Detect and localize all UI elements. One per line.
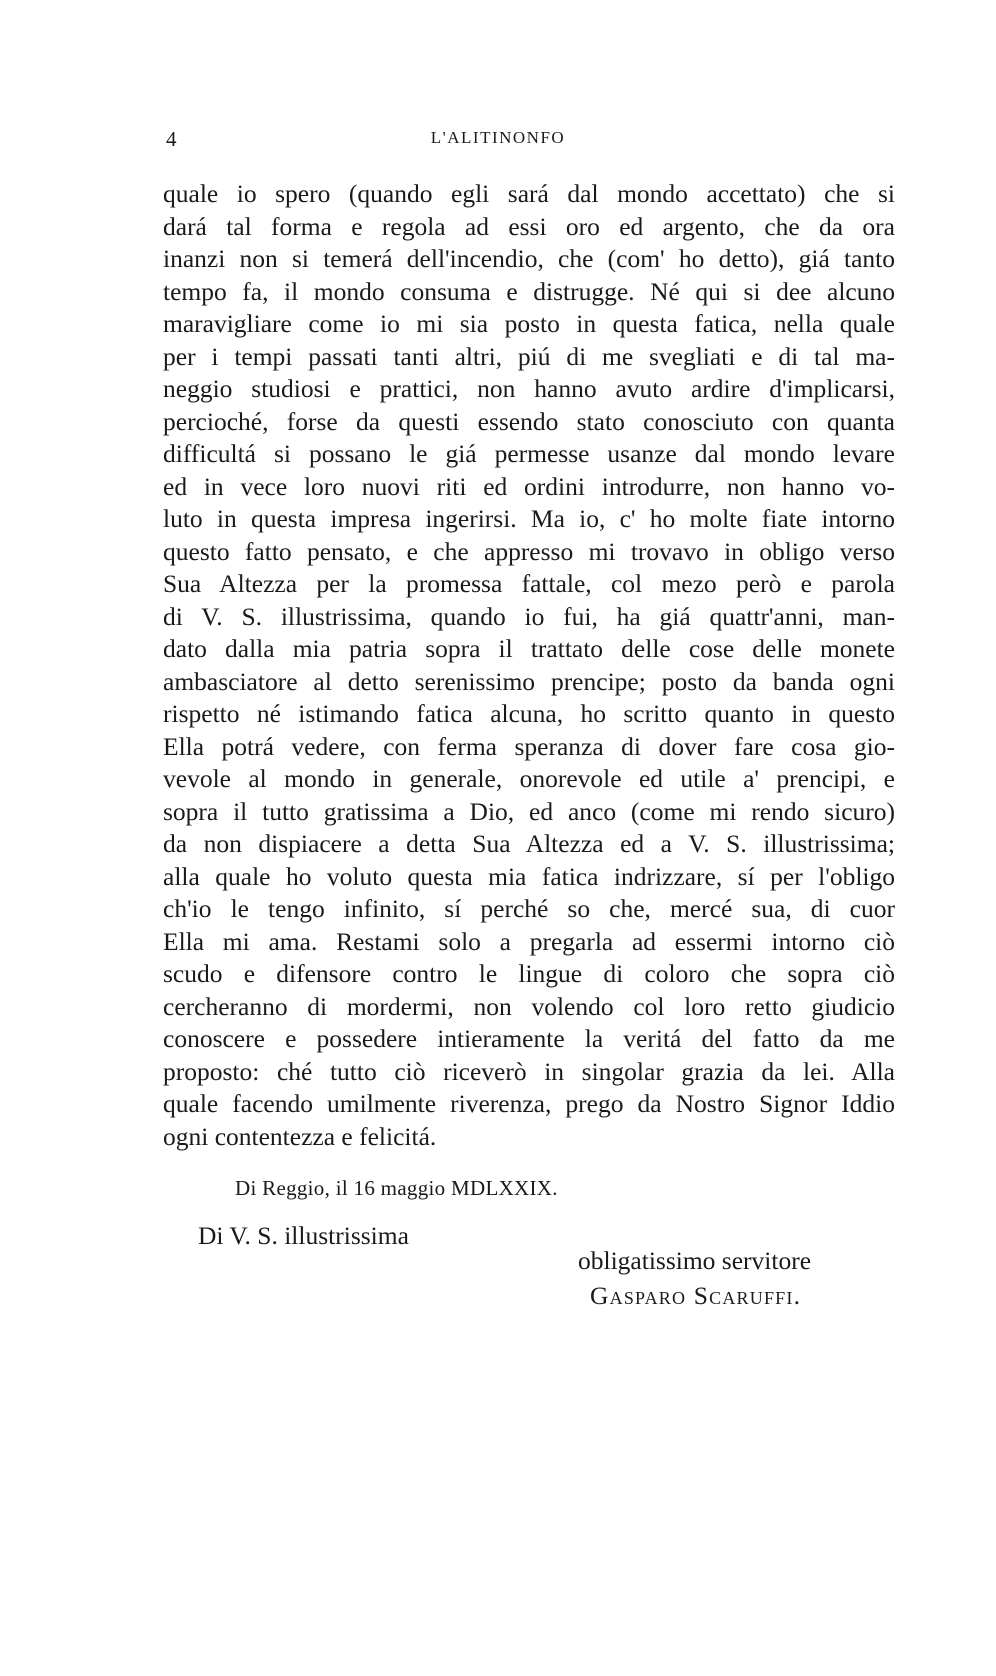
text-line: ambasciatore al detto serenissimo prencipe; posto da banda ogni [163, 666, 895, 696]
text-line: inanzi non si temerá dell'incendio, che (com' ho detto), giá tanto [163, 244, 895, 273]
text-line: percioché, forse da questi essendo stato conosciuto con quanta [163, 406, 895, 436]
text-line: ogni contentezza e felicitá. [163, 1121, 437, 1151]
text-line: proposto: ché tutto ciò riceverò in singolar grazia da lei. Alla [163, 1056, 895, 1086]
text-line: maravigliare come io mi sia posto in questa fatica, nella quale [163, 309, 895, 338]
text-line: per i tempi passati tanti altri, piú di me svegliati e di tal ma- [163, 341, 895, 371]
text-line: difficultá si possano le giá permesse usanze dal mondo levare [163, 439, 895, 468]
dateline: Di Reggio, il 16 maggio MDLXXIX. [235, 1176, 558, 1200]
text-line: luto in questa impresa ingerirsi. Ma io, c' ho molte fiate intorno [163, 504, 895, 533]
text-line: Sua Altezza per la promessa fattale, col mezo però e parola [163, 569, 895, 598]
text-line: Ella potrá vedere, con ferma speranza di dover fare cosa gio- [163, 731, 895, 761]
text-line: neggio studiosi e prattici, non hanno avuto ardire d'implicarsi, [163, 374, 895, 403]
text-line: tempo fa, il mondo consuma e distrugge. Né qui si dee alcuno [163, 276, 895, 306]
text-line: dará tal forma e regola ad essi oro ed argento, che da ora [163, 211, 895, 241]
signature: Gasparo Scaruffi. [590, 1281, 802, 1310]
text-line: quale facendo umilmente riverenza, prego da Nostro Signor Iddio [163, 1089, 895, 1118]
text-line: vevole al mondo in generale, onorevole ed utile a' prencipi, e [163, 764, 895, 793]
text-line: alla quale ho voluto questa mia fatica indrizzare, sí per l'obligo [163, 861, 895, 891]
text-line: sopra il tutto gratissima a Dio, ed anco (come mi rendo sicuro) [163, 796, 895, 826]
running-head: L'ALITINONFO [430, 128, 566, 147]
text-line: scudo e difensore contro le lingue di coloro che sopra ciò [163, 959, 895, 988]
text-line: ch'io le tengo infinito, sí perché so che, mercé sua, di cuor [163, 894, 895, 923]
salutation: Di V. S. illustrissima [198, 1221, 409, 1250]
text-line: conoscere e possedere intieramente la veritá del fatto da me [163, 1024, 895, 1053]
body-text [163, 178, 895, 1153]
text-line: rispetto né istimando fatica alcuna, ho scritto quanto in questo [163, 699, 895, 728]
text-line: di V. S. illustrissima, quando io fui, ha giá quattr'anni, man- [163, 601, 895, 631]
text-line: dato dalla mia patria sopra il trattato delle cose delle monete [163, 634, 895, 663]
text-line: questo fatto pensato, e che appresso mi trovavo in obligo verso [163, 536, 895, 566]
text-line: ed in vece loro nuovi riti ed ordini introdurre, non hanno vo- [163, 471, 895, 501]
text-line: da non dispiacere a detta Sua Altezza ed a V. S. illustrissima; [163, 829, 895, 858]
text-line: Ella mi ama. Restami solo a pregarla ad essermi intorno ciò [163, 926, 895, 956]
text-line: cercheranno di mordermi, non volendo col loro retto giudicio [163, 991, 895, 1021]
signoff: obligatissimo servitore [578, 1246, 812, 1275]
text-line: quale io spero (quando egli sará dal mondo accettato) che si [163, 179, 895, 208]
page-number: 4 [166, 127, 177, 151]
